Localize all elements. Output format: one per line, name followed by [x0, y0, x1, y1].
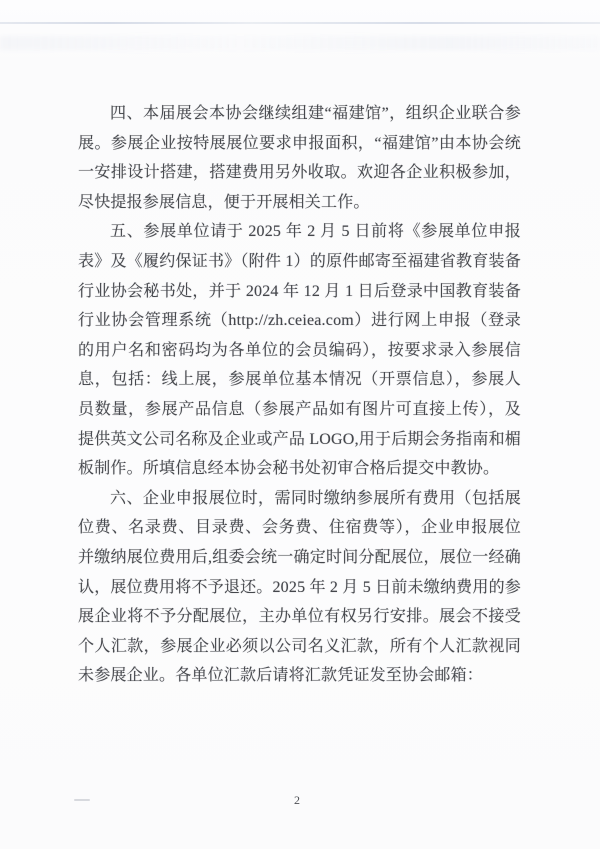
- document-body: [78, 99, 521, 691]
- scan-artifact-smudge: [0, 36, 600, 50]
- page-number: 2: [294, 793, 300, 807]
- paragraph-item-5: 五、参展单位请于 2025 年 2 月 5 日前将《参展单位申报表》及《履约保证书》（附件 1）的原件邮寄至福建省教育装备行业协会秘书处，并于 2024 年 12 月 1 日后登录中国教育装备行业协会管理系统（http://zh.ceiea.com）进行网上申报（登录的用户名和密码均为各单位的会员编码），按要求录入参展信息，包括：线上展，参展单位基本情况（开票信息），参展人员数量，参展产品信息（参展产品如有图片可直接上传），及提供英文公司名称及企业或产品 LOGO,用于后期会务指南和楣板制作。所填信息经本协会秘书处初审合格后提交中教协。: [78, 223, 521, 478]
- paragraph-item-6: 六、企业申报展位时，需同时缴纳参展所有费用（包括展位费、名录费、目录费、会务费、住宿费等），企业申报展位并缴纳展位费用后,组委会统一确定时间分配展位，展位一经确认，展位费用将不予退还。2025 年 2 月 5 日前未缴纳费用的参展企业将不予分配展位，主办单位有权另行安排。展会不接受个人汇款，参展企业必须以公司名义汇款，所有个人汇款视同未参展企业。各单位汇款后请将汇款凭证发至协会邮箱：: [78, 489, 521, 685]
- scan-artifact-line: [0, 22, 600, 24]
- paragraph-item-4: 四、本届展会本协会继续组建“福建馆”，组织企业联合参展。参展企业按特展展位要求申报面积，“福建馆”由本协会统一安排设计搭建，搭建费用另外收取。欢迎各企业积极参加，尽快提报参展信息，便于开展相关工作。: [78, 105, 521, 211]
